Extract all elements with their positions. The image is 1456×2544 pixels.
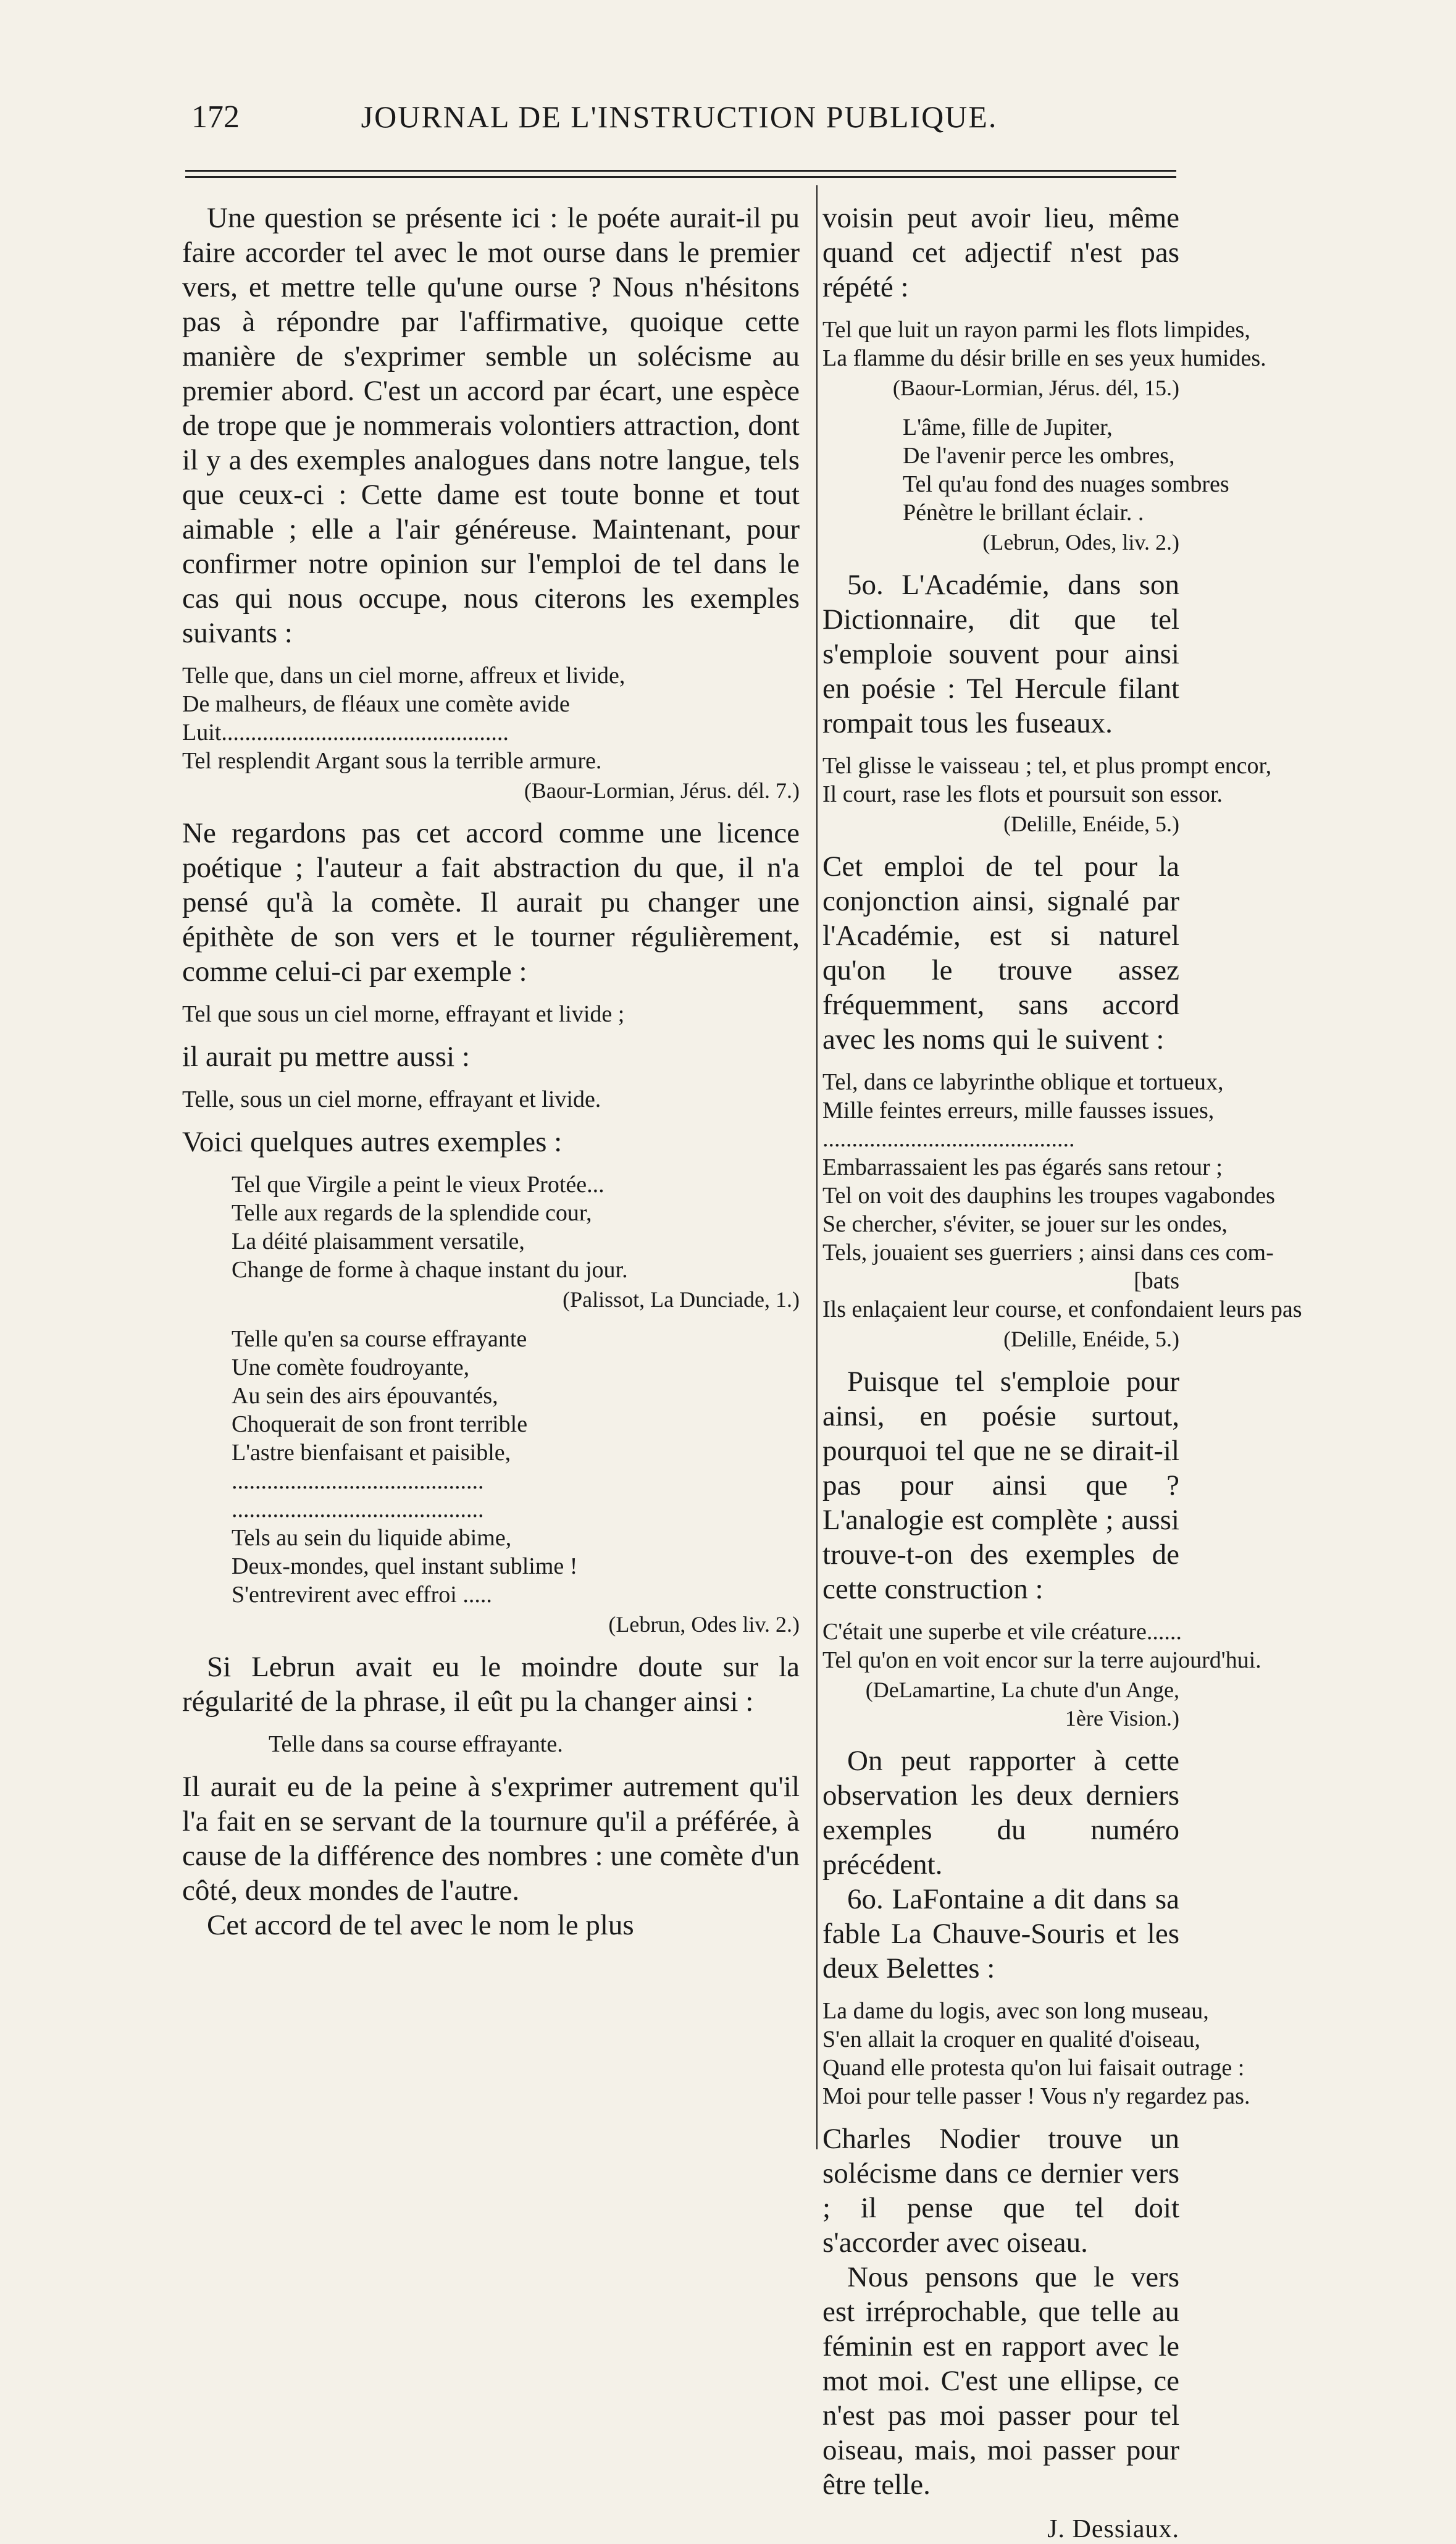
left-paragraph-7: Cet accord de tel avec le nom le plus — [207, 1909, 634, 1941]
verse-line: Tel qu'au fond des nuages sombres — [903, 471, 1229, 497]
verse-line: Mille feintes erreurs, mille fausses issues, — [822, 1098, 1215, 1123]
verse-line: Quand elle protesta qu'on lui faisait outrage : — [822, 2055, 1245, 2081]
verse-line: ........................................... — [822, 1126, 1075, 1152]
verse-line: Tel que luit un rayon parmi les flots limpides, — [822, 317, 1250, 343]
verse-line: ........................................... — [232, 1468, 484, 1494]
citation: (Lebrun, Odes, liv. 2.) — [982, 530, 1179, 555]
verse-line: Tel que Virgile a peint le vieux Protée... — [232, 1172, 605, 1198]
verse-line: Tel resplendit Argant sous la terrible armure. — [182, 748, 602, 774]
verse-line: La dame du logis, avec son long museau, — [822, 1998, 1209, 2024]
citation: (Palissot, La Dunciade, 1.) — [563, 1287, 800, 1312]
verse-line: Telle, sous un ciel morne, effrayant et livide. — [182, 1086, 601, 1112]
verse-line: Tel que sous un ciel morne, effrayant et livide ; — [182, 1001, 625, 1027]
verse-line: L'âme, fille de Jupiter, — [903, 414, 1113, 440]
citation: (Baour-Lormian, Jérus. dél, 15.) — [892, 376, 1179, 400]
verse-line: Embarrassaient les pas égarés sans retour ; — [822, 1154, 1223, 1180]
citation: (Delille, Enéide, 5.) — [1003, 812, 1179, 836]
right-quote-1 — [822, 316, 1266, 402]
verse-line: Au sein des airs épouvantés, — [232, 1383, 498, 1409]
verse-line: Tel glisse le vaisseau ; tel, et plus prompt encor, — [822, 753, 1272, 779]
verse-line: Change de forme à chaque instant du jour. — [232, 1257, 628, 1283]
verse-line: Telle dans sa course effrayante. — [269, 1731, 563, 1757]
right-paragraph-8: Nous pensons que le vers est irréprochable, que telle au féminin est en rapport avec le mot moi. C'est une ellipse, ce n'est pas moi passer pour tel oiseau, mais, moi passer pour être telle. — [822, 2261, 1179, 2501]
page-header — [191, 99, 1167, 148]
right-paragraph-4: Puisque tel s'emploie pour ainsi, en poésie surtout, pourquoi tel que ne se dirait-il pas pour ainsi que ? L'analogie est complète ; aussi trouve-t-on des exemples de cette construction : — [822, 1366, 1179, 1605]
verse-line: Telle que, dans un ciel morne, affreux et livide, — [182, 663, 625, 689]
left-quote-2 — [182, 1000, 800, 1028]
left-quote-6 — [182, 1730, 800, 1758]
verse-line: De malheurs, de fléaux une comète avide — [182, 691, 570, 717]
left-paragraph-1: Une question se présente ici : le poéte aurait-il pu faire accorder tel avec le mot ourse dans le premier vers, et mettre telle qu'une ourse ? Nous n'hésitons pas à répondre par l'affirmative, quoique cette manière de s'exprimer semble un solécisme au premier abord. C'est un accord par écart, une espèce de trope que je nommerais volontiers attraction, dont il y a des exemples analogues dans notre langue, tels que ceux-ci : Cette dame est toute bonne et tout aimable ; elle a l'air généreuse. Maintenant, pour confirmer notre opinion sur l'emploi de tel dans le cas qui nous occupe, nous citerons les exemples suivants : — [182, 202, 800, 649]
verse-line: La flamme du désir brille en ses yeux humides. — [822, 345, 1266, 371]
journal-title: JOURNAL DE L'INSTRUCTION PUBLIQUE. — [361, 99, 998, 134]
verse-line: Tel qu'on en voit encor sur la terre aujourd'hui. — [822, 1647, 1261, 1673]
header-rule-top — [185, 170, 1176, 172]
right-quote-5 — [822, 1618, 1261, 1732]
citation: (Lebrun, Odes liv. 2.) — [608, 1612, 800, 1637]
verse-line: L'astre bienfaisant et paisible, — [232, 1440, 511, 1466]
verse-line: Pénètre le brillant éclair. . — [903, 500, 1144, 526]
right-column — [822, 201, 1302, 2544]
author-signature: J. Dessiaux. — [1047, 2515, 1179, 2543]
right-paragraph-6: 6o. LaFontaine a dit dans sa fable La Chauve-Souris et les deux Belettes : — [822, 1883, 1179, 1984]
right-paragraph-5: On peut rapporter à cette observation les deux derniers exemples du numéro précédent. — [822, 1745, 1179, 1881]
left-paragraph-4: Voici quelques autres exemples : — [182, 1126, 563, 1158]
header-rule-bottom — [185, 176, 1176, 178]
verse-line: C'était une superbe et vile créature...... — [822, 1619, 1182, 1645]
left-paragraph-3: il aurait pu mettre aussi : — [182, 1041, 470, 1073]
verse-line: Moi pour telle passer ! Vous n'y regardez pas. — [822, 2083, 1250, 2109]
verse-line: Tels, jouaient ses guerriers ; ainsi dans ces com- — [822, 1240, 1274, 1266]
verse-line: Choquerait de son front terrible — [232, 1411, 528, 1437]
right-paragraph-7: Charles Nodier trouve un solécisme dans ce dernier vers ; il pense que tel doit s'accorder avec oiseau. — [822, 2123, 1179, 2259]
right-quote-2 — [822, 413, 1229, 556]
right-quote-4 — [822, 1068, 1302, 1353]
right-paragraph-3: Cet emploi de tel pour la conjonction ainsi, signalé par l'Académie, est si naturel qu'on le trouve assez fréquemment, sans accord avec les noms qui le suivent : — [822, 850, 1179, 1056]
verse-line: Tel on voit des dauphins les troupes vagabondes — [822, 1183, 1275, 1209]
left-quote-4 — [182, 1170, 800, 1314]
right-quote-3 — [822, 752, 1272, 838]
verse-line: La déité plaisamment versatile, — [232, 1228, 525, 1254]
verse-line: Tel, dans ce labyrinthe oblique et tortueux, — [822, 1069, 1224, 1095]
left-quote-3 — [182, 1085, 800, 1114]
column-divider — [816, 185, 818, 2149]
verse-line: Telle aux regards de la splendide cour, — [232, 1200, 592, 1226]
verse-line: Ils enlaçaient leur course, et confondaient leurs pas — [822, 1296, 1302, 1322]
left-paragraph-6: Il aurait eu de la peine à s'exprimer autrement qu'il l'a fait en se servant de la tournure qu'il a préférée, à cause de la différence des nombres : une comète d'un côté, deux mondes de l'autre. — [182, 1771, 800, 1907]
page-number: 172 — [191, 99, 240, 135]
right-paragraph-1: voisin peut avoir lieu, même quand cet adjectif n'est pas répété : — [822, 202, 1179, 303]
verse-line: S'entrevirent avec effroi ..... — [232, 1582, 492, 1608]
left-column — [182, 201, 800, 1942]
citation: (Baour-Lormian, Jérus. dél. 7.) — [524, 778, 800, 803]
verse-line: Telle qu'en sa course effrayante — [232, 1326, 527, 1352]
verse-line: S'en allait la croquer en qualité d'oiseau, — [822, 2026, 1200, 2052]
verse-line: Deux-mondes, quel instant sublime ! — [232, 1553, 578, 1579]
verse-line: Se chercher, s'éviter, se jouer sur les ondes, — [822, 1211, 1228, 1237]
verse-line: Une comète foudroyante, — [232, 1354, 470, 1380]
right-quote-6 — [822, 1997, 1250, 2110]
verse-line: Tels au sein du liquide abime, — [232, 1525, 512, 1551]
citation: (Delille, Enéide, 5.) — [1003, 1327, 1179, 1351]
verse-line: Il court, rase les flots et poursuit son essor. — [822, 781, 1223, 807]
citation: (DeLamartine, La chute d'un Ange, 1ère Vision.) — [865, 1677, 1179, 1731]
verse-line: ........................................... — [232, 1497, 484, 1522]
left-quote-1 — [182, 661, 800, 805]
left-paragraph-2: Ne regardons pas cet accord comme une licence poétique ; l'auteur a fait abstraction du que, il n'a pensé qu'à la comète. Il aurait pu changer une épithète de son vers et le tourner régulièrement, comme celui-ci par exemple : — [182, 817, 800, 988]
right-paragraph-2: 5o. L'Académie, dans son Dictionnaire, dit que tel s'emploie souvent pour ainsi en poésie : Tel Hercule filant rompait tous les fuseaux. — [822, 569, 1179, 739]
left-quote-5 — [182, 1325, 800, 1639]
left-paragraph-5: Si Lebrun avait eu le moindre doute sur la régularité de la phrase, il eût pu la changer ainsi : — [182, 1651, 800, 1718]
verse-line: De l'avenir perce les ombres, — [903, 443, 1175, 469]
verse-line: [bats — [1134, 1268, 1179, 1294]
verse-line: Luit................................................. — [182, 720, 509, 745]
